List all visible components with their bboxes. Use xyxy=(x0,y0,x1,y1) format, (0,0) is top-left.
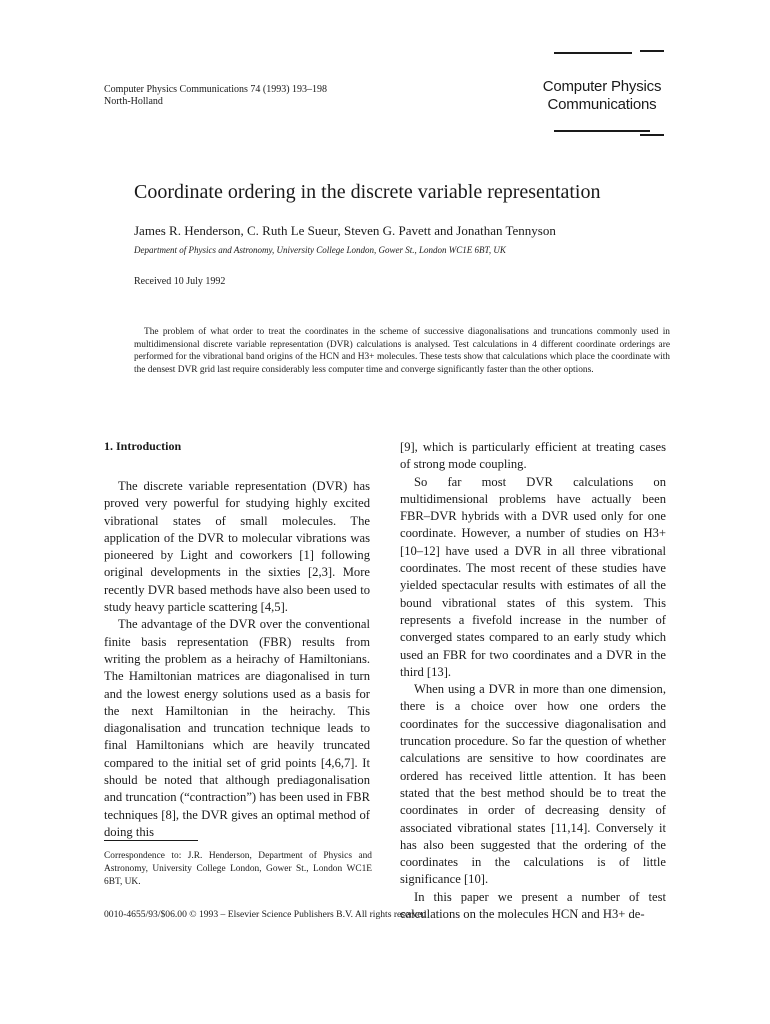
intro-paragraph-3: [9], which is particularly efficient at treating cases of strong mode coupling. xyxy=(400,440,666,472)
received-date: Received 10 July 1992 xyxy=(134,276,226,287)
journal-logo xyxy=(540,50,670,150)
intro-paragraph-4: So far most DVR calculations on multidimensional problems have actually been FBR–DVR hybrids with a DVR used only for one coordinate. However, a number of studies on H3+ [10–12] have used a DVR in all three vibrational coordinates. The most recent of these studies have yielded spectacular results with estimates of all the bound vibrational states of this system. This represents a fivefold increase in the number of converged states compared to an early study which used an FBR for two coordinates and a DVR in the third [13]. xyxy=(400,474,666,679)
logo-line-1: Computer Physics xyxy=(542,78,662,95)
footnote-divider xyxy=(104,840,198,841)
section-heading: 1. Introduction xyxy=(104,439,182,453)
copyright-line: 0010-4655/93/$06.00 © 1993 – Elsevier Science Publishers B.V. All rights reserved xyxy=(104,909,427,920)
left-column xyxy=(104,438,370,841)
journal-citation: Computer Physics Communications 74 (1993) 193–198 xyxy=(104,84,328,95)
article-title: Coordinate ordering in the discrete variable representation xyxy=(134,181,601,203)
intro-paragraph-6: In this paper we present a number of test calculations on the molecules HCN and H3+ de- xyxy=(400,889,666,922)
intro-paragraph-2: The advantage of the DVR over the conventional finite basis representation (FBR) results from writing the problem as a heirachy of Hamiltonians. The Hamiltonian matrices are diagonalised in turn and the lowest energy solutions used as a basis for the next Hamiltonian in the heirachy. This diagonalisation and truncation technique leads to final Hamiltonians which are heavily truncated compared to the initial set of grid points [4,6,7]. It should be noted that although prediagonalisation and truncation (“contraction”) has been used in FBR techniques [8], the DVR gives an optimal method of doing this xyxy=(104,617,370,839)
intro-paragraph-5: When using a DVR in more than one dimension, there is a choice over how one orders the coordinates for the successive diagonalisation and truncation procedure. So far the question of whether calculations are sensitive to how coordinates are ordered has received little attention. It has been stated that the best method should be to treat the coordinates in order of decreasing density of associated vibrational states [11,14]. Conversely it has also been suggested that the ordering of the coordinates in the calculations is of little significance [10]. xyxy=(400,682,666,887)
correspondence-footnote: Correspondence to: J.R. Henderson, Department of Physics and Astronomy, University College London, Gower St., London WC1E 6BT, UK. xyxy=(104,851,372,887)
intro-paragraph-1: The discrete variable representation (DVR) has proved very powerful for studying highly excited vibrational states of small molecules. The application of the DVR to molecular vibrations was pioneered by Light and coworkers [1] following original developments in the sixties [2,3]. More recently DVR based methods have also been used to study heavy particle scattering [4,5]. xyxy=(104,479,370,615)
abstract: The problem of what order to treat the coordinates in the scheme of successive diagonalisations and truncations commonly used in multidimensional discrete variable representation (DVR) calculations is analysed. Test calculations in 4 different coordinate orderings are performed for the vibrational band origins of the HCN and H3+ molecules. These tests show that calculations which place the coordinate with the densest DVR grid last require considerably less computer time and converge significantly faster than the other options. xyxy=(134,327,670,375)
publisher-location: North-Holland xyxy=(104,96,163,107)
logo-line-2: Communications xyxy=(547,96,657,113)
logo-rule-bottom xyxy=(554,130,650,132)
logo-rule-top xyxy=(554,52,632,54)
logo-rule-bottom-short xyxy=(640,134,664,136)
article-authors: James R. Henderson, C. Ruth Le Sueur, Steven G. Pavett and Jonathan Tennyson xyxy=(134,223,556,238)
journal-reference xyxy=(104,84,327,108)
logo-rule-top-short xyxy=(640,50,664,52)
right-column xyxy=(400,439,666,923)
author-affiliation: Department of Physics and Astronomy, University College London, Gower St., London WC1E 6BT, UK xyxy=(134,245,506,255)
